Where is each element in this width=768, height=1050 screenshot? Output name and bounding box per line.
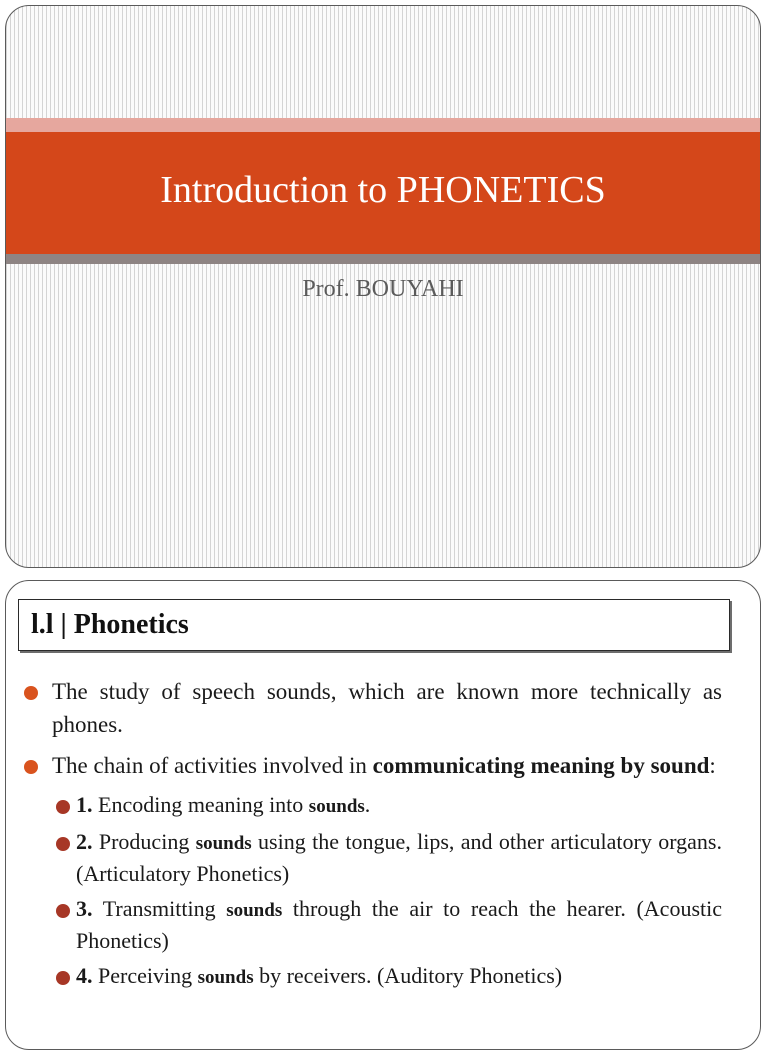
bullet-dot-icon xyxy=(24,760,38,774)
slide-title: Introduction to PHONETICS xyxy=(160,169,606,211)
bullet-dot-icon xyxy=(24,686,38,700)
sub-list-item xyxy=(20,961,722,993)
sub-bullet-dot-icon xyxy=(56,837,70,851)
sub-list-item xyxy=(20,790,722,822)
section-heading xyxy=(18,599,730,651)
bullet-list xyxy=(20,675,722,998)
step-keyword: sounds xyxy=(195,833,252,854)
step-number: 1. xyxy=(76,792,93,817)
bullet-text-end: : xyxy=(709,753,716,778)
step-text-end: by receivers. (Auditory Phonetics) xyxy=(253,963,563,988)
step-text-end: . xyxy=(364,792,371,817)
step-number: 4. xyxy=(76,963,93,988)
step-keyword: sounds xyxy=(308,796,365,817)
step-text: Producing xyxy=(98,829,196,854)
step-text: Perceiving xyxy=(98,963,198,988)
bullet-text: The chain of activities involved in xyxy=(52,753,373,778)
step-text: Encoding meaning into xyxy=(98,792,309,817)
step-text-end: through the air to reach the hearer. (Acoustic Phonetics) xyxy=(76,896,722,953)
step-number: 2. xyxy=(76,829,93,854)
title-band xyxy=(6,132,760,254)
sub-bullet-dot-icon xyxy=(56,971,70,985)
step-keyword: sounds xyxy=(226,900,283,921)
step-keyword: sounds xyxy=(197,967,254,988)
step-text: Transmitting xyxy=(102,896,227,921)
list-item xyxy=(20,675,722,741)
content-slide xyxy=(5,580,761,1050)
sub-list-item xyxy=(20,827,722,889)
bullet-text: The study of speech sounds, which are known more technically as phones. xyxy=(52,679,722,737)
step-number: 3. xyxy=(76,896,93,921)
title-slide xyxy=(5,5,761,568)
step-text-end: using the tongue, lips, and other articulatory organs. (Articulatory Phonetics) xyxy=(76,829,722,886)
list-item xyxy=(20,749,722,782)
section-heading-text: l.l | Phonetics xyxy=(31,609,189,640)
slide-subtitle: Prof. BOUYAHI xyxy=(302,276,464,302)
bullet-emphasis: communicating meaning by sound xyxy=(372,753,710,778)
title-band-bottom-stripe xyxy=(6,254,760,264)
sub-list-item xyxy=(20,894,722,956)
title-band-top-stripe xyxy=(6,118,760,132)
sub-bullet-dot-icon xyxy=(56,904,70,918)
sub-bullet-dot-icon xyxy=(56,800,70,814)
